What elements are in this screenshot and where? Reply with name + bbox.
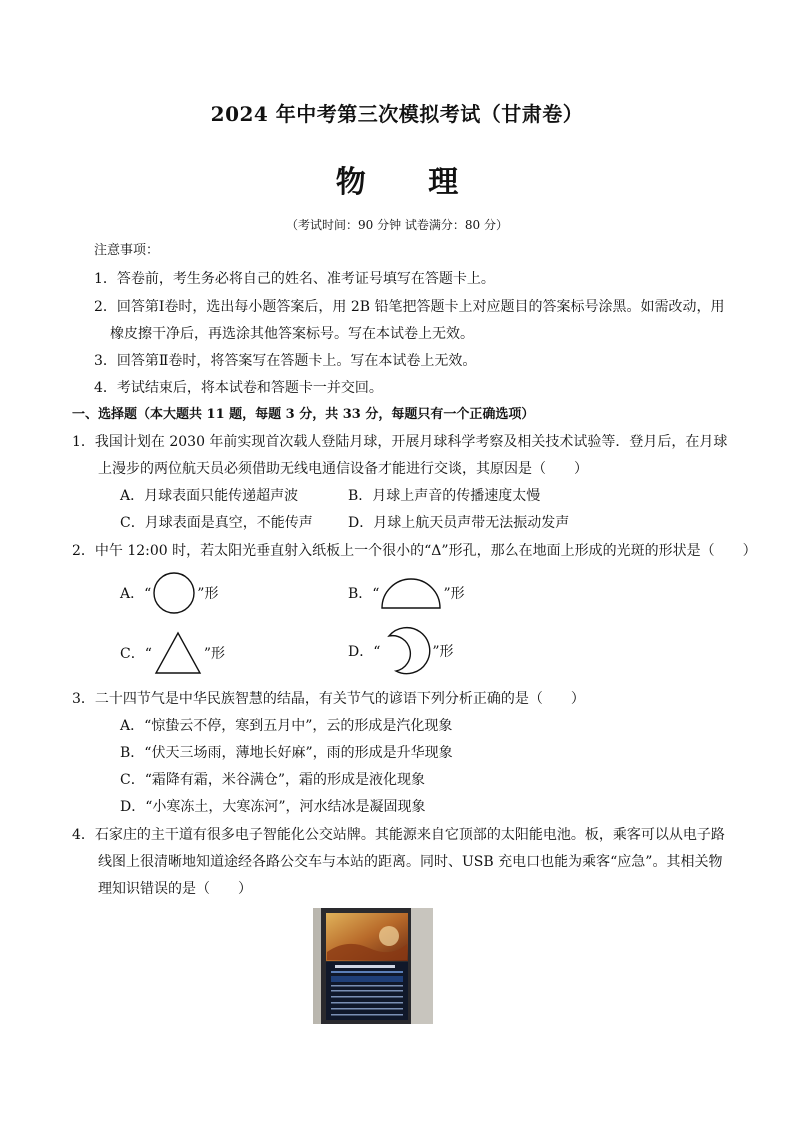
q1-option-d: D．月球上航天员声带无法振动发声	[348, 515, 570, 531]
q2-option-d-prefix: D．“	[348, 644, 381, 660]
notes-heading: 注意事项：	[94, 243, 160, 258]
exam-title: 2024 年中考第三次模拟考试（甘肃卷）	[210, 102, 584, 126]
q1-stem-line1: 1．我国计划在 2030 年前实现首次载人登陆月球，开展月球科学考察及相关技术试验等．登月后，在月球	[72, 434, 728, 450]
note-item-4: 4．考试结束后，将本试卷和答题卡一并交回。	[94, 380, 383, 396]
q2-option-b-prefix: B．“	[348, 586, 380, 602]
exam-info: （考试时间：90 分钟 试卷满分：80 分）	[286, 218, 508, 232]
q2-option-a-prefix: A．“	[120, 586, 152, 602]
semicircle-icon	[379, 570, 443, 616]
q1-option-b: B．月球上声音的传播速度太慢	[348, 488, 541, 504]
q2-option-d-suffix: ”形	[432, 644, 454, 660]
q2-option-d	[348, 626, 454, 676]
note-item-2-cont: 橡皮擦干净后，再选涂其他答案标号。写在本试卷上无效。	[110, 326, 474, 342]
q4-stem-line2: 线图上很清晰地知道途经各路公交车与本站的距离。同时、USB 充电口也能为乘客“应急”。其相关物	[98, 854, 723, 870]
q4-stem-line3: 理知识错误的是（ ）	[98, 881, 252, 897]
subject-title: 物 理	[335, 165, 485, 200]
bus-stop-sign-photo	[313, 908, 433, 1024]
q2-option-c	[120, 628, 225, 678]
q2-option-c-suffix: ”形	[203, 646, 226, 662]
q2-option-b	[348, 568, 465, 618]
note-item-3: 3．回答第Ⅱ卷时，将答案写在答题卡上。写在本试卷上无效。	[94, 353, 477, 369]
q4-stem-line1: 4．石家庄的主干道有很多电子智能化公交站牌。其能源来自它顶部的太阳能电池。板，乘客可以从电子路	[72, 827, 725, 843]
q2-stem: 2．中午 12:00 时，若太阳光垂直射入纸板上一个很小的“Δ”形孔，那么在地面上形成的光斑的形状是（ ）	[72, 543, 757, 559]
q1-option-c: C．月球表面是真空，不能传声	[120, 515, 313, 531]
q3-option-a: A．“惊蛰云不停，寒到五月中”，云的形成是汽化现象	[120, 718, 453, 734]
q1-option-a: A．月球表面只能传递超声波	[120, 488, 299, 504]
q3-stem: 3．二十四节气是中华民族智慧的结晶，有关节气的谚语下列分析正确的是（ ）	[72, 691, 585, 707]
q3-option-d: D．“小寒冻土，大寒冻河”，河水结冰是凝固现象	[120, 799, 426, 815]
triangle-icon	[152, 630, 204, 676]
q3-option-b: B．“伏天三场雨，薄地长好麻”，雨的形成是升华现象	[120, 745, 453, 761]
q2-option-a	[120, 568, 218, 618]
note-item-1: 1．答卷前，考生务必将自己的姓名、准考证号填写在答题卡上。	[94, 271, 495, 287]
q2-option-a-suffix: ”形	[197, 586, 219, 602]
q1-stem-line2: 上漫步的两位航天员必须借助无线电通信设备才能进行交谈，其原因是（ ）	[98, 461, 588, 477]
q3-option-c: C．“霜降有霜，米谷满仓”，霜的形成是液化现象	[120, 772, 426, 788]
q2-option-b-suffix: ”形	[443, 586, 465, 602]
note-item-2: 2．回答第Ⅰ卷时，选出每小题答案后，用 2B 铅笔把答题卡上对应题目的答案标号涂黑。如需改动，用	[94, 299, 725, 315]
section-heading: 一、选择题（本大题共 11 题，每题 3 分，共 33 分，每题只有一个正确选项）	[72, 407, 535, 422]
q2-option-c-prefix: C．“	[120, 646, 152, 662]
crescent-icon	[380, 624, 432, 678]
circle-icon	[151, 570, 197, 616]
